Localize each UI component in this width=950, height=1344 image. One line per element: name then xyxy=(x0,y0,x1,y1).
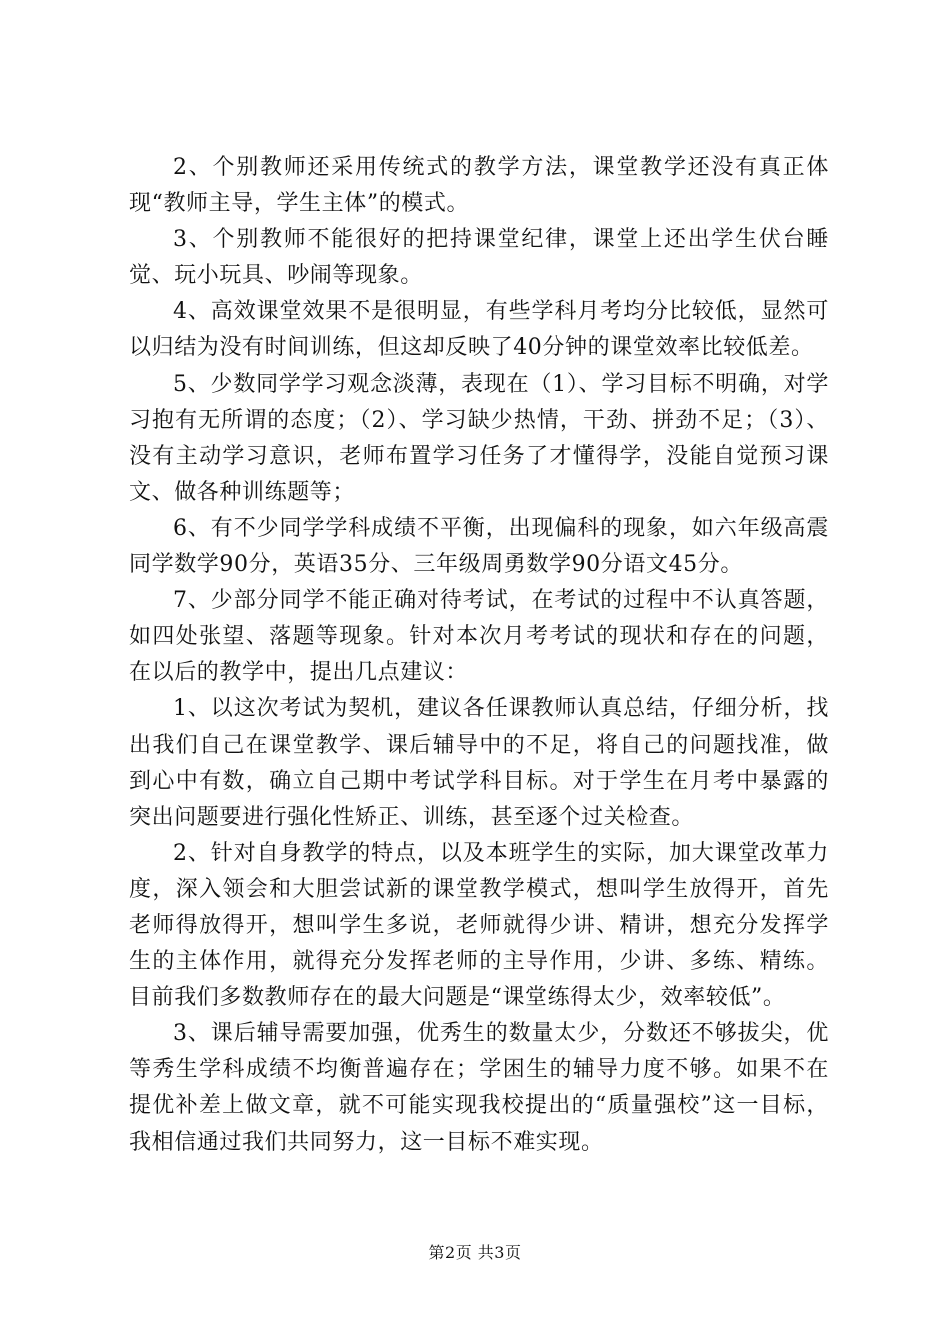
paragraph-problem-5: 5、少数同学学习观念淡薄，表现在（1）、学习目标不明确，对学习抱有无所谓的态度；（2）、学习缺少热情，干劲、拼劲不足；（3）、没有主动学习意识，老师布置学习任务了才懂得学，没能自觉预习课文、做各种训练题等； xyxy=(129,371,829,505)
document-body xyxy=(129,150,829,1161)
paragraph-problem-7: 7、少部分同学不能正确对待考试，在考试的过程中不认真答题，如四处张望、落题等现象。针对本次月考考试的现状和存在的问题，在以后的教学中，提出几点建议： xyxy=(129,588,829,686)
paragraph-problem-2: 2、个别教师还采用传统式的教学方法，课堂教学还没有真正体现“教师主导，学生主体”的模式。 xyxy=(129,155,829,217)
page-number-footer: 第2页 共3页 xyxy=(428,1243,522,1262)
paragraph-suggestion-3: 3、课后辅导需要加强，优秀生的数量太少，分数还不够拔尖，优等秀生学科成绩不均衡普遍存在；学困生的辅导力度不够。如果不在提优补差上做文章，就不可能实现我校提出的“质量强校”这一目标，我相信通过我们共同努力，这一目标不难实现。 xyxy=(129,1021,829,1155)
paragraph-problem-6: 6、有不少同学学科成绩不平衡，出现偏科的现象，如六年级高震同学数学90分，英语35分、三年级周勇数学90分语文45分。 xyxy=(129,515,829,578)
paragraph-problem-4: 4、高效课堂效果不是很明显，有些学科月考均分比较低，显然可以归结为没有时间训练，但这却反映了40分钟的课堂效率比较低差。 xyxy=(129,299,829,361)
paragraph-problem-3: 3、个别教师不能很好的把持课堂纪律，课堂上还出学生伏台睡觉、玩小玩具、吵闹等现象。 xyxy=(129,227,829,289)
paragraph-suggestion-2: 2、针对自身教学的特点，以及本班学生的实际，加大课堂改革力度，深入领会和大胆尝试新的课堂教学模式，想叫学生放得开，首先老师得放得开，想叫学生多说，老师就得少讲、精讲，想充分发挥学生的主体作用，就得充分发挥老师的主导作用，少讲、多练、精练。目前我们多数教师存在的最大问题是“课堂练得太少，效率较低”。 xyxy=(129,840,829,1011)
paragraph-suggestion-1: 1、以这次考试为契机，建议各任课教师认真总结，仔细分析，找出我们自己在课堂教学、课后辅导中的不足，将自己的问题找准，做到心中有数，确立自己期中考试学科目标。对于学生在月考中暴露的突出问题要进行强化性矫正、训练，甚至逐个过关检查。 xyxy=(129,696,829,830)
